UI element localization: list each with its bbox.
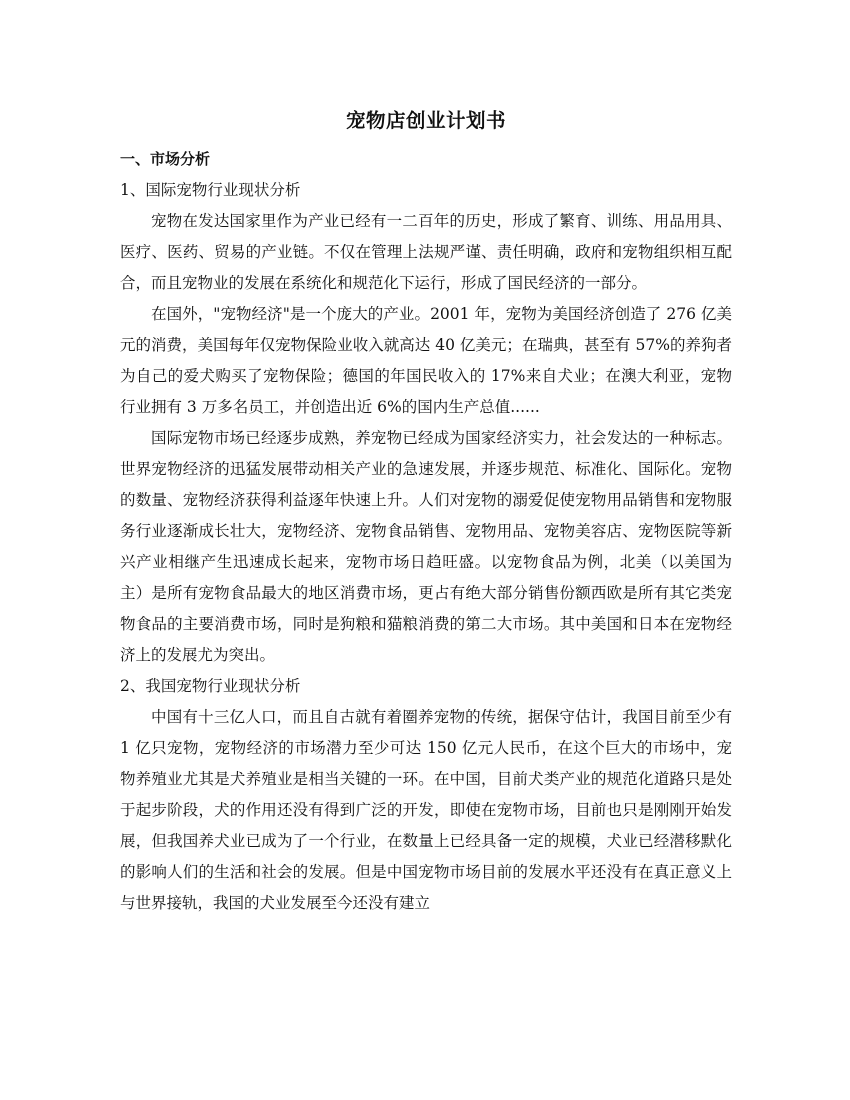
paragraph: 国际宠物市场已经逐步成熟，养宠物已经成为国家经济实力，社会发达的一种标志。世界宠物经济的迅猛发展带动相关产业的急速发展，并逐步规范、标准化、国际化。宠物的数量、宠物经济获得利益逐年快速上升。人们对宠物的溺爱促使宠物用品销售和宠物服务行业逐渐成长壮大，宠物经济、宠物食品销售、宠物用品、宠物美容店、宠物医院等新兴产业相继产生迅速成长起来，宠物市场日趋旺盛。以宠物食品为例，北美（以美国为主）是所有宠物食品最大的地区消费市场，更占有绝大部分销售份额西欧是所有其它类宠物食品的主要消费市场，同时是狗粮和猫粮消费的第二大市场。其中美国和日本在宠物经济上的发展尤为突出。: [120, 429, 732, 664]
section-heading-market-analysis: 一、市场分析: [120, 150, 211, 168]
document-page: [120, 106, 732, 919]
document-title: 宠物店创业计划书: [345, 109, 506, 132]
paragraph: 在国外，"宠物经济"是一个庞大的产业。2001 年，宠物为美国经济创造了 276 亿美元的消费，美国每年仅宠物保险业收入就高达 40 亿美元；在瑞典，甚至有 57%的养狗者为自己的爱犬购买了宠物保险；德国的年国民收入的 17%来自犬业；在澳大利亚，宠物行业拥有 3 万多名员工，并创造出近 6%的国内生产总值......: [120, 305, 732, 416]
paragraph: 中国有十三亿人口，而且自古就有着圈养宠物的传统，据保守估计，我国目前至少有 1 亿只宠物，宠物经济的市场潜力至少可达 150 亿元人民币，在这个巨大的市场中，宠物养殖业尤其是犬养殖业是相当关键的一环。在中国，目前犬类产业的规范化道路只是处于起步阶段，犬的作用还没有得到广泛的开发，即使在宠物市场，目前也只是刚刚开始发展，但我国养犬业已成为了一个行业，在数量上已经具备一定的规模，犬业已经潜移默化的影响人们的生活和社会的发展。但是中国宠物市场目前的发展水平还没有在真正意义上与世界接轨，我国的犬业发展至今还没有建立: [120, 708, 732, 912]
subsection-heading-international: 1、国际宠物行业现状分析: [120, 181, 301, 199]
subsection-heading-domestic: 2、我国宠物行业现状分析: [120, 677, 301, 695]
paragraph: 宠物在发达国家里作为产业已经有一二百年的历史，形成了繁育、训练、用品用具、医疗、医药、贸易的产业链。不仅在管理上法规严谨、责任明确，政府和宠物组织相互配合，而且宠物业的发展在系统化和规范化下运行，形成了国民经济的一部分。: [120, 212, 732, 292]
